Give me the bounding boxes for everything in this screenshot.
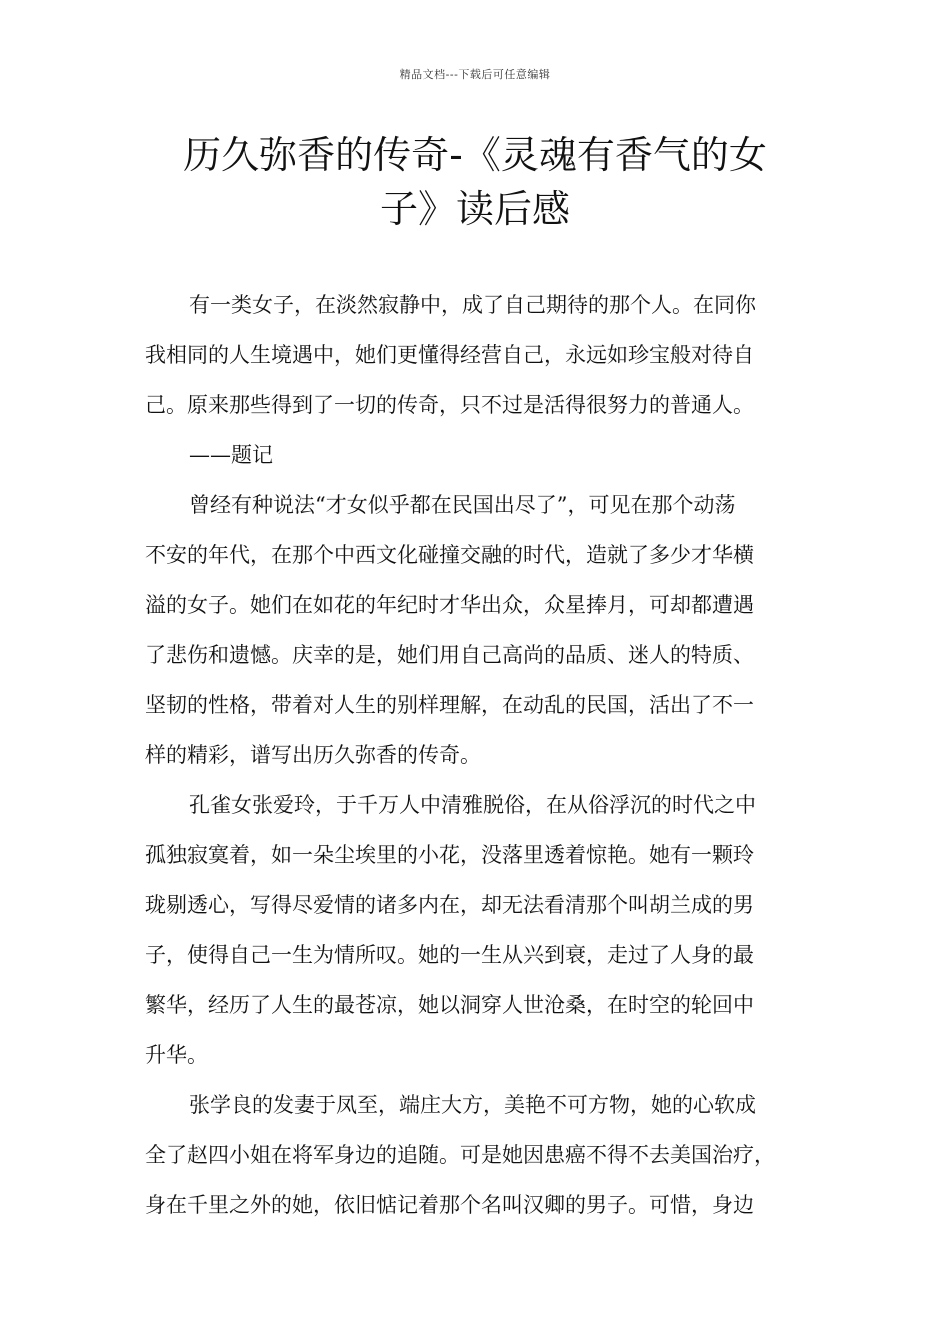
paragraph-line: 全了赵四小姐在将军身边的追随。可是她因患癌不得不去美国治疗， (145, 1143, 775, 1167)
paragraph-line: 孤独寂寞着，如一朵尘埃里的小花，没落里透着惊艳。她有一颗玲 (145, 843, 754, 867)
paragraph-line: 繁华，经历了人生的最苍凉，她以洞穿人世沧桑，在时空的轮回中 (145, 993, 754, 1017)
paragraph-line: 有一类女子，在淡然寂静中，成了自己期待的那个人。在同你 (189, 293, 756, 317)
paragraph-line: 子，使得自己一生为情所叹。她的一生从兴到衰，走过了人身的最 (145, 943, 754, 967)
paragraph (145, 280, 815, 430)
paragraph-line: 孔雀女张爱玲，于千万人中清雅脱俗，在从俗浮沉的时代之中 (189, 793, 756, 817)
paragraph-line: 张学良的发妻于凤至，端庄大方，美艳不可方物，她的心软成 (189, 1093, 756, 1117)
paragraph-line: 升华。 (145, 1043, 208, 1067)
title-line-1: 历久弥香的传奇-《灵魂有香气的女 (183, 133, 767, 177)
paragraph-line: 样的精彩，谱写出历久弥香的传奇。 (145, 743, 481, 767)
paragraph-line: 身在千里之外的她，依旧惦记着那个名叫汉卿的男子。可惜，身边 (145, 1193, 754, 1217)
paragraph-line: 不安的年代，在那个中西文化碰撞交融的时代，造就了多少才华横 (145, 543, 754, 567)
paragraph-line: 溢的女子。她们在如花的年纪时才华出众，众星捧月，可却都遭遇 (145, 593, 754, 617)
paragraph-line: 曾经有种说法“才女似乎都在民国出尽了”，可见在那个动荡 (189, 493, 736, 517)
paragraph-line: 了悲伤和遗憾。庆幸的是，她们用自己高尚的品质、迷人的特质、 (145, 643, 754, 667)
paragraph-line: 己。原来那些得到了一切的传奇，只不过是活得很努力的普通人。 (145, 393, 754, 417)
paragraph (145, 480, 815, 780)
document-title (150, 128, 800, 236)
paragraph (145, 780, 815, 1080)
paragraph-line: 坚韧的性格，带着对人生的别样理解，在动乱的民国，活出了不一 (145, 693, 754, 717)
paragraph-line: 珑剔透心，写得尽爱情的诸多内在，却无法看清那个叫胡兰成的男 (145, 893, 754, 917)
document-body (145, 280, 815, 1230)
title-line-2: 子》读后感 (379, 187, 570, 231)
paragraph-line: 我相同的人生境遇中，她们更懂得经营自己，永远如珍宝般对待自 (145, 343, 754, 367)
paragraph-line: ——题记 (189, 443, 273, 467)
paragraph (145, 1080, 815, 1230)
epigraph-attribution (145, 430, 815, 480)
header-note: 精品文档---下载后可任意编辑 (399, 68, 551, 81)
